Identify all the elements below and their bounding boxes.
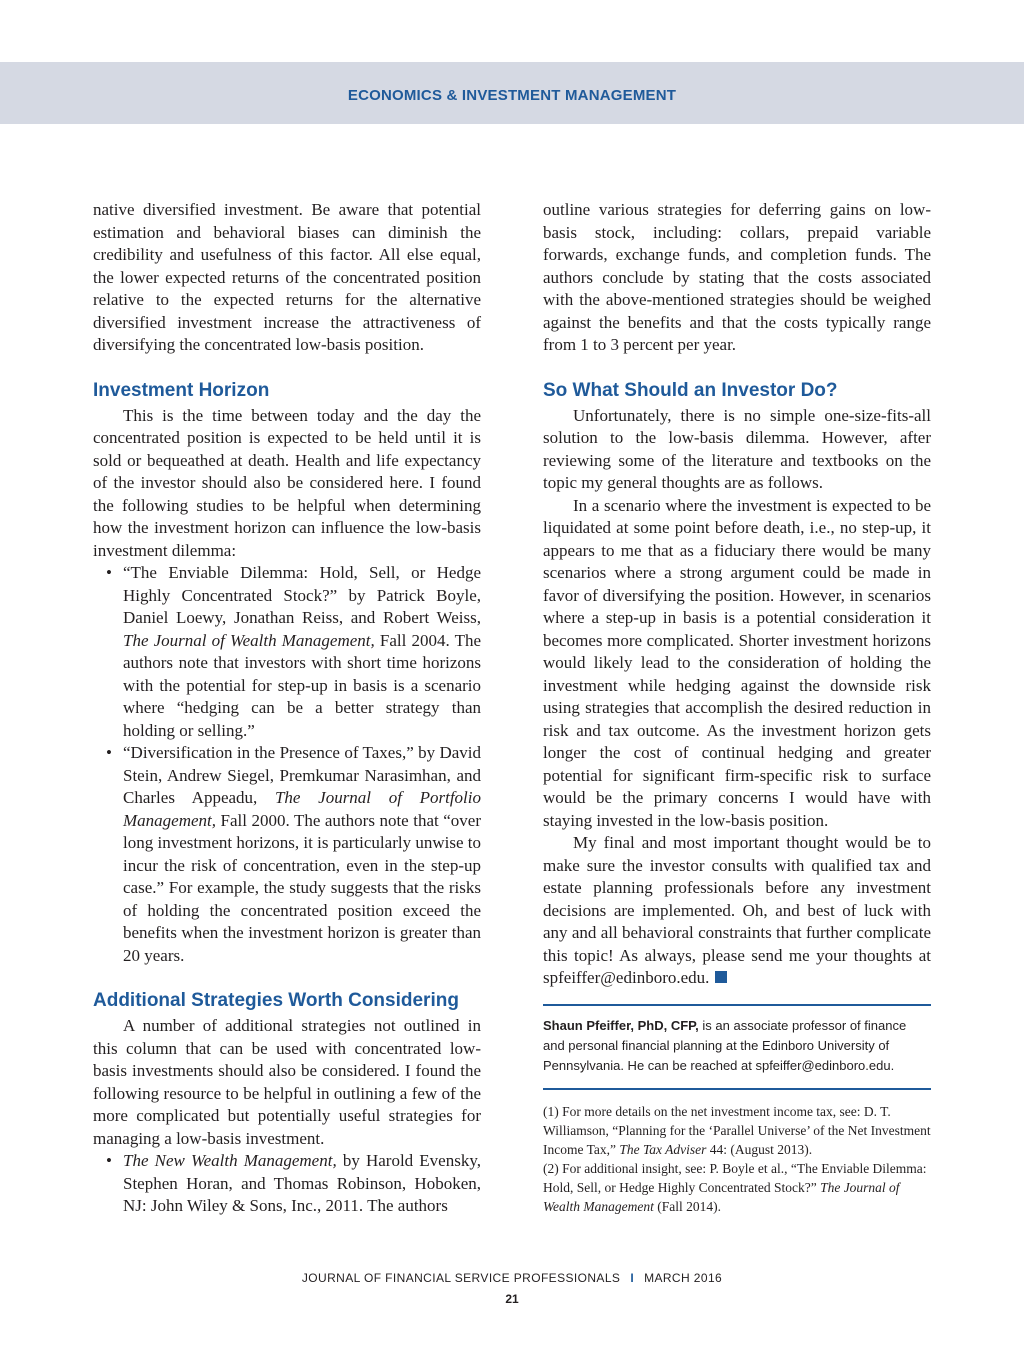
list-item: • The New Wealth Management, by Harold Evensky, Stephen Horan, and Thomas Robinson, Hoboken, NJ: John Wiley & Sons, Inc., 2011. The authors: [93, 1150, 481, 1218]
right-continued-paragraph: outline various strategies for deferring gains on low-basis stock, including: collars, prepaid variable forwards, exchange funds, and completion funds. The authors conclude by stating that the costs associated with the above-mentioned strategies should be weighed against the benefits and that the costs typically range from 1 to 3 percent per year.: [543, 200, 931, 354]
list-item: • “Diversification in the Presence of Taxes,” by David Stein, Andrew Siegel, Premkumar Narasimhan, and Charles Appeadu, The Journal of Portfolio Management, Fall 2000. The authors note that “over long investment horizons, it is particularly unwise to incur the risk of concentration, even in the step-up case.” For example, the study suggests that the risks of holding the concentrated position exceed the benefits when the investment horizon is greater than 20 years.: [93, 742, 481, 967]
page-number: 21: [505, 1292, 519, 1306]
investor-paragraph-1: Unfortunately, there is no simple one-size-fits-all solution to the low-basis dilemma. However, after reviewing some of the literature and textbooks on the topic my general thoughts are as follows.: [543, 405, 931, 492]
journal-title: The Journal of Portfolio Management,: [123, 788, 482, 830]
author-name: Shaun Pfeiffer, PhD, CFP,: [543, 1017, 699, 1033]
additional-strategies-heading: Additional Strategies Worth Considering: [93, 990, 459, 1011]
horizon-studies-list: [93, 562, 481, 967]
footer-journal: JOURNAL OF FINANCIAL SERVICE PROFESSIONALS: [301, 1271, 621, 1285]
journal-title: The Journal of Wealth Management,: [123, 630, 375, 650]
additional-strategies-paragraph: A number of additional strategies not outlined in this column that can be used with concentrated low-basis investments should also be considered. I found the following resource to be helpful in outlining a few of the more complicated but potentially useful strategies for managing a low-basis investment.: [93, 1016, 481, 1148]
left-intro-paragraph: native diversified investment. Be aware that potential estimation and behavioral biases can diminish the credibility and usefulness of this factor. All else equal, the lower expected returns of the concentrated position relative to the expected returns for the alternative diversified investment increase the attractiveness of diversifying the concentrated low-basis position.: [93, 200, 481, 354]
investor-heading: So What Should an Investor Do?: [543, 379, 838, 401]
author-bio: Shaun Pfeiffer, PhD, CFP, is an associate professor of finance and personal financial planning at the Edinboro University of Pennsylvania. He can be reached at spfeiffer@edinboro.edu.: [543, 1017, 907, 1073]
footnote-divider: [543, 1088, 931, 1090]
investor-paragraph-3: My final and most important thought would be to make sure the investor consults with qualified tax and estate planning professionals before any investment decisions are implemented. Oh, and best of luck with any and all behavioral constraints that further complicate this topic! As always, please send me your thoughts at spfeiffer@edinboro.edu.: [543, 833, 931, 987]
end-mark-icon: [715, 971, 727, 983]
footer-separator: I: [630, 1271, 635, 1285]
footnote-1: (1) For more details on the net investment income tax, see: D. T. Williamson, “Planning for the ‘Parallel Universe’ of the Net Investment Income Tax,” The Tax Adviser 44: (August 2013).: [543, 1103, 931, 1157]
page-footer: [0, 1271, 1024, 1285]
left-column: [93, 199, 481, 1218]
strategies-resource-list: [93, 1150, 481, 1218]
investment-horizon-heading: Investment Horizon: [93, 379, 270, 401]
footnote-2: (2) For additional insight, see: P. Boyle et al., “The Enviable Dilemma: Hold, Sell, or Hedge Highly Concentrated Stock?” The Journal of Wealth Management (Fall 2014).: [543, 1160, 927, 1214]
right-column: [543, 199, 931, 1216]
book-title: The New Wealth Management,: [123, 1151, 337, 1170]
investor-paragraph-2: In a scenario where the investment is expected to be liquidated at some point before death, i.e., no step-up, it appears to me that as a fiduciary there would be many scenarios where a strong argument could be made in favor of diversifying the position. However, in scenarios where a step-up in basis is a potential consideration it becomes more complicated. Shorter investment horizons would likely lead to the consideration of holding the investment while hedging against the downside risk using strategies that accomplish the desired reduction in risk and tax outcome. As the investment horizon gets longer the cost of continual hedging and greater potential for significant firm-specific risk to surface would be the primary concerns I would have with staying invested in the low-basis position.: [543, 495, 931, 830]
bio-divider: [543, 1004, 931, 1006]
section-title: ECONOMICS & INVESTMENT MANAGEMENT: [347, 87, 677, 104]
footer-date: MARCH 2016: [644, 1271, 723, 1285]
investment-horizon-paragraph: This is the time between today and the day the concentrated position is expected to be held until it is sold or bequeathed at death. Health and life expectancy of the investor should also be considered here. I found the following studies to be helpful when determining how the investment horizon can influence the low-basis investment dilemma:: [93, 405, 481, 560]
list-item: • “The Enviable Dilemma: Hold, Sell, or Hedge Highly Concentrated Stock?” by Patrick Boyle, Daniel Loewy, Jonathan Reiss, and Robert Weiss, The Journal of Wealth Management, Fall 2004. The authors note that investors with short time horizons with the potential for step-up in basis is a scenario where “hedging can be a better strategy than holding or selling.”: [93, 562, 481, 742]
